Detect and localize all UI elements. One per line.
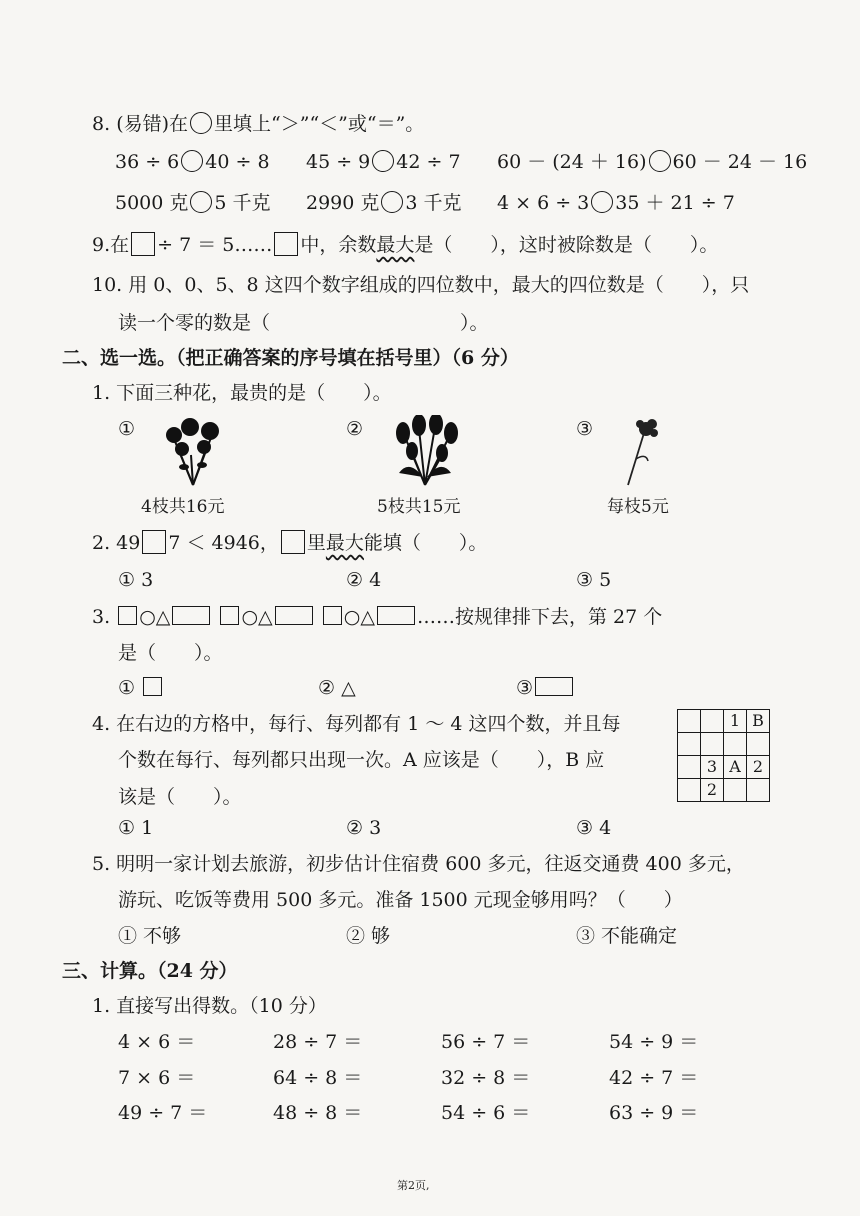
grid-cell: A [724,756,747,779]
calc-item: 4 × 6 ＝ [118,1031,196,1053]
q8-item: 36 ÷ 6 40 ÷ 8 [115,151,270,173]
s2-q3-line1: 3. ○△ ○△ ○△ ……按规律排下去，第 27 个 [92,606,663,628]
section2-title: 二、选一选。（把正确答案的序号填在括号里）（6 分） [62,347,519,369]
option[interactable]: ② 3 [346,817,382,839]
calc-item: 63 ÷ 9 ＝ [609,1102,699,1124]
rectangle-shape [377,606,415,625]
q8-item: 45 ÷ 9 42 ÷ 7 [306,151,461,173]
triangle-shape: △ [341,677,356,699]
circle-shape: ○ [241,606,259,628]
calc-item: 42 ÷ 7 ＝ [609,1067,699,1089]
rectangle-shape [535,677,573,696]
grid-cell: 2 [701,779,724,802]
calc-item: 49 ÷ 7 ＝ [118,1102,208,1124]
grid-cell [678,733,701,756]
answer-circle[interactable] [649,150,671,172]
circle-shape: ○ [343,606,361,628]
answer-circle[interactable] [381,191,403,213]
grid-cell [701,733,724,756]
answer-box[interactable] [274,232,298,256]
option[interactable]: ③ 4 [576,817,612,839]
calc-item: 56 ÷ 7 ＝ [441,1031,531,1053]
option-triangle[interactable]: ② △ [318,677,356,699]
option-square[interactable]: ① [118,676,164,700]
triangle-shape: △ [155,606,171,628]
grid-cell [724,779,747,802]
grid-cell: B [747,710,770,733]
grid-cell: 1 [724,710,747,733]
answer-box [281,530,305,554]
grid-cell: 2 [747,756,770,779]
q8-item: 2990 克 3 千克 [306,192,462,214]
answer-circle[interactable] [181,150,203,172]
circle-shape: ○ [139,606,156,628]
option-mark[interactable]: ② [346,418,364,440]
q8-heading: 8. (易错)在 里填上“＞”“＜”或“＝”。 [92,113,425,135]
s2-q5-line1: 5. 明明一家计划去旅游，初步估计住宿费 600 多元，往返交通费 400 多元， [92,853,745,875]
flower-caption: 4枝共16元 [141,497,225,517]
calc-item: 48 ÷ 8 ＝ [273,1102,363,1124]
s2-q4-line3: 该是（ ）。 [118,786,242,808]
option[interactable]: ① 不够 [118,925,182,947]
option[interactable]: ① 1 [118,817,154,839]
answer-box[interactable] [142,530,166,554]
s3-q1-title: 1. 直接写出得数。（10 分） [92,995,327,1017]
calc-item: 7 × 6 ＝ [118,1067,196,1089]
option[interactable]: ② 够 [346,925,391,947]
s2-q5-line2: 游玩、吃饭等费用 500 多元。准备 1500 元现金够用吗？（ ） [118,889,683,911]
grid-cell [701,710,724,733]
grid-cell [678,710,701,733]
calc-item: 64 ÷ 8 ＝ [273,1067,363,1089]
square-shape [118,606,137,625]
blank-circle[interactable] [190,112,212,134]
calc-item: 32 ÷ 8 ＝ [441,1067,531,1089]
grid-cell [747,779,770,802]
square-shape [143,677,162,696]
s2-q4-line1: 4. 在右边的方格中，每行、每列都有 1 ～ 4 这四个数，并且每 [92,713,621,735]
grid-cell [678,756,701,779]
page-number: 第2页, [397,1179,430,1192]
option-rectangle[interactable]: ③ [516,676,575,700]
s2-q3-line2: 是（ ）。 [118,642,223,664]
q8-item: 4 × 6 ÷ 3 35 ＋ 21 ÷ 7 [497,192,735,214]
q10-line2: 读一个零的数是（ ）。 [118,312,489,334]
option-mark[interactable]: ③ [576,418,594,440]
triangle-shape: △ [258,606,273,628]
triangle-shape: △ [360,606,375,628]
answer-circle[interactable] [591,191,613,213]
s2-q1-text: 1. 下面三种花，最贵的是（ ）。 [92,382,392,404]
tulip-bouquet-image [385,415,465,487]
single-flower-image [618,415,664,487]
option-mark[interactable]: ① [118,418,136,440]
q10-line1: 10. 用 0、0、5、8 这四个数字组成的四位数中，最大的四位数是（ ），只 [92,274,750,296]
option[interactable]: ③ 5 [576,569,612,591]
rose-bouquet-image [160,415,226,487]
square-shape [220,606,239,625]
flower-caption: 每枝5元 [607,497,669,517]
section3-title: 三、计算。（24 分） [62,960,238,982]
grid-cell [724,733,747,756]
square-shape [323,606,342,625]
s2-q4-line2: 个数在每行、每列都只出现一次。A 应该是（ ），B 应 [118,749,605,771]
option[interactable]: ② 4 [346,569,382,591]
grid-cell: 3 [701,756,724,779]
flower-caption: 5枝共15元 [377,497,461,517]
rectangle-shape [172,606,210,625]
number-grid [677,709,770,802]
calc-item: 54 ÷ 9 ＝ [609,1031,699,1053]
calc-item: 54 ÷ 6 ＝ [441,1102,531,1124]
answer-circle[interactable] [190,191,212,213]
q9: 9.在 ÷ 7 ＝ 5…… 中，余数最大是（ ），这时被除数是（ ）。 [92,234,719,256]
option[interactable]: ① 3 [118,569,154,591]
q8-item: 60 － (24 ＋ 16) 60 － 24 － 16 [497,151,808,173]
answer-box[interactable] [131,232,155,256]
answer-circle[interactable] [372,150,394,172]
option[interactable]: ③ 不能确定 [576,925,678,947]
grid-cell [678,779,701,802]
rectangle-shape [275,606,313,625]
calc-item: 28 ÷ 7 ＝ [273,1031,363,1053]
s2-q2-text: 2. 49 7 ＜ 4946， 里最大能填（ ）。 [92,532,488,554]
grid-cell [747,733,770,756]
q8-item: 5000 克 5 千克 [115,192,271,214]
